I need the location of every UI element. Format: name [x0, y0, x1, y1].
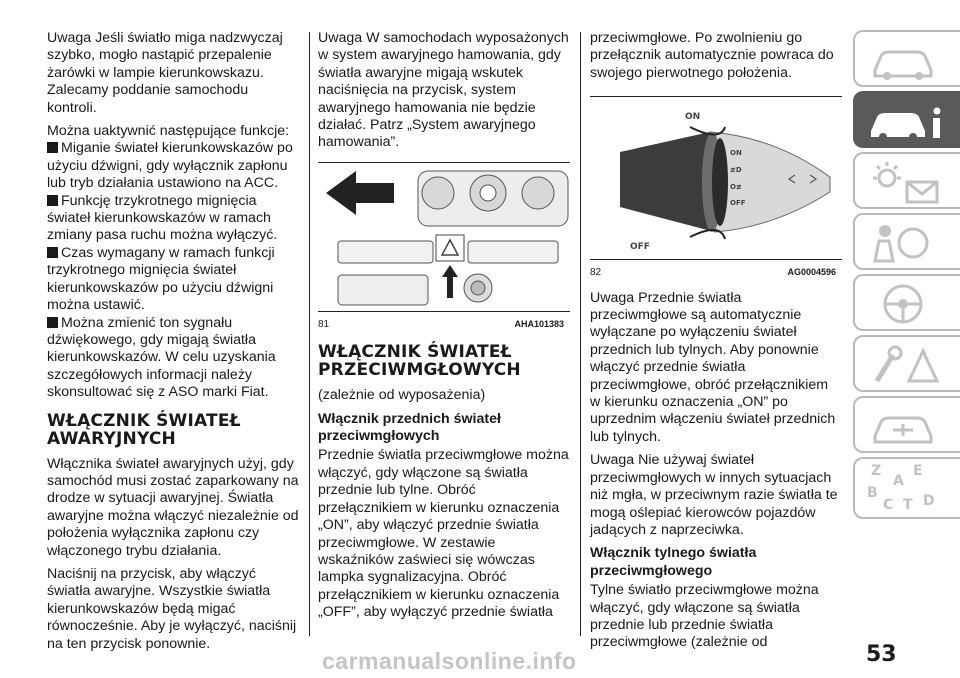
index-icon: Z E A B C T D	[867, 463, 935, 513]
nav-tab-maintenance[interactable]	[853, 396, 960, 453]
column-divider	[309, 32, 310, 636]
list-item: Można zmienić ton sygnału dźwiękowego, gdy migają światła kierunkowskazów. W celu uzyskania szczegółowych informacji należy skonsultować się z ASO marki Fiat.	[47, 314, 276, 401]
column-2	[318, 30, 570, 628]
section-heading: WŁĄCZNIK ŚWIATEŁ AWARYJNYCH	[47, 410, 241, 449]
nav-tab-safety[interactable]	[853, 213, 960, 270]
svg-text:≢D: ≢D	[730, 166, 742, 175]
svg-text:OFF: OFF	[630, 242, 650, 253]
note-paragraph: Uwaga Jeśli światło miga nadzwyczaj szybko, mogło nastąpić przepalenie żarówki w lampie kierunkowskazu. Zalecamy poddanie samochodu kontroli.	[47, 30, 283, 116]
bullet-icon	[47, 142, 58, 153]
svg-text:OFF: OFF	[730, 199, 746, 208]
car-info-icon	[863, 97, 953, 145]
paragraph: Można uaktywnić następujące funkcje:	[47, 123, 290, 140]
paragraph: Tylne światło przeciwmgłowe można włączyć, gdy włączone są światła przednie lub przednie światła przeciwmgłowe (zależnie od	[590, 582, 819, 651]
column-3	[590, 30, 842, 658]
page-number: 53	[866, 642, 897, 667]
tools-icon	[863, 341, 953, 389]
nav-tab-warnings[interactable]	[853, 152, 960, 209]
subheading: Włącznik przednich świateł przeciwmgłowych	[318, 410, 501, 445]
svg-text:ON: ON	[730, 149, 742, 158]
list-item: Czas wymagany w ramach funkcji trzykrotnego mignięcia świateł kierunkowskazów po użyciu dźwigni można ustawić.	[47, 244, 275, 314]
paragraph: Przednie światła przeciwmgłowe można włączyć, gdy włączone są światła przednie lub tylne. Obróć przełącznikiem w kierunku oznaczenia „ON”, aby włączyć przednie światła przeciwmgłowe. W zestawie wskaźników zaświeci się wówczas lampka sygnalizacyjna. Obróć przełącznikiem w kierunku oznaczenia „OFF”, aby wyłączyć przednie światła	[318, 447, 569, 621]
figure-caption: 81 AHA101383	[318, 318, 564, 330]
steering-wheel-icon	[863, 280, 953, 328]
figure-fog-light-switch	[590, 96, 842, 260]
paragraph: Naciśnij na przycisk, aby włączyć światła awaryjne. Wszystkie światła kierunkowskazów będą migać równocześnie. Aby je wyłączyć, naciśnij na ten przycisk ponownie.	[47, 565, 297, 652]
column-divider	[580, 32, 581, 636]
paragraph: przeciwmgłowe. Po zwolnieniu go przełącznik automatycznie powraca do swojego pierwotnego położenia.	[590, 30, 834, 81]
note-paragraph: Uwaga Nie używaj świateł przeciwmgłowych w innych sytuacjach niż mgła, w przeciwnym razie światła te mogą oślepiać kierowców pojazdów jadących z naprzeciwka.	[590, 452, 838, 538]
figure-hazard-switch	[318, 162, 570, 312]
list-item: Miganie świateł kierunkowskazów po użyciu dźwigni, gdy wyłącznik zapłonu lub tryb działania ustawiono na ACC.	[47, 140, 293, 192]
note-paragraph: Uwaga Przednie światła przeciwmgłowe są automatycznie wyłączane po wyłączeniu świateł przednich lub tylnych. Aby ponownie włączyć przednie światła przeciwmgłowe, obróć przełącznikiem w kierunku oznaczenia „ON” po uprzednim włączeniu świateł przednich lub tylnych.	[590, 289, 836, 445]
bullet-icon	[47, 317, 58, 328]
subheading: Włącznik tylnego światła przeciwmgłowego	[590, 545, 757, 579]
paragraph: Włącznika świateł awaryjnych użyj, gdy samochód musi zostać zaparkowany na drodze w sytuacji awaryjnej. Światła awaryjne można włączyć niezależnie od położenia wyłącznika zapłonu czy włączonego trybu działania.	[47, 455, 299, 559]
nav-tab-info[interactable]	[853, 91, 960, 148]
specs-icon	[863, 402, 953, 450]
warning-lights-icon	[863, 158, 953, 206]
fog-switch-illustration	[590, 97, 842, 259]
figure-caption: 82 AG0004596	[590, 267, 836, 279]
nav-tab-emergency[interactable]	[853, 335, 960, 392]
nav-tab-index[interactable]	[853, 457, 960, 519]
nav-tab-driving[interactable]	[853, 274, 960, 331]
airbag-icon	[863, 219, 953, 267]
nav-tab-car[interactable]	[853, 30, 960, 87]
note-paragraph: Uwaga W samochodach wyposażonych w system awaryjnego hamowania, gdy światła awaryjne migają wskutek naciśnięcia na przycisk, system awaryjnego hamowania nie będzie działać. Patrz „System awaryjnego hamowania”.	[318, 30, 569, 151]
bullet-icon	[47, 195, 58, 206]
watermark: carmanualsonline.info	[322, 648, 577, 674]
svg-text:O≢: O≢	[730, 183, 742, 192]
hazard-switch-illustration	[318, 163, 570, 311]
function-list	[47, 140, 299, 401]
section-heading: WŁĄCZNIK ŚWIATEŁ PRZECIWMGŁOWYCH	[318, 342, 521, 381]
bullet-icon	[47, 247, 58, 258]
paragraph: (zależnie od wyposażenia)	[318, 387, 486, 404]
svg-text:ON: ON	[685, 112, 701, 123]
car-outline-icon	[863, 36, 953, 84]
list-item: Funkcję trzykrotnego mignięcia świateł kierunkowskazów w ramach zmiany pasa ruchu można wyłączyć.	[47, 192, 278, 244]
column-1	[47, 30, 299, 659]
